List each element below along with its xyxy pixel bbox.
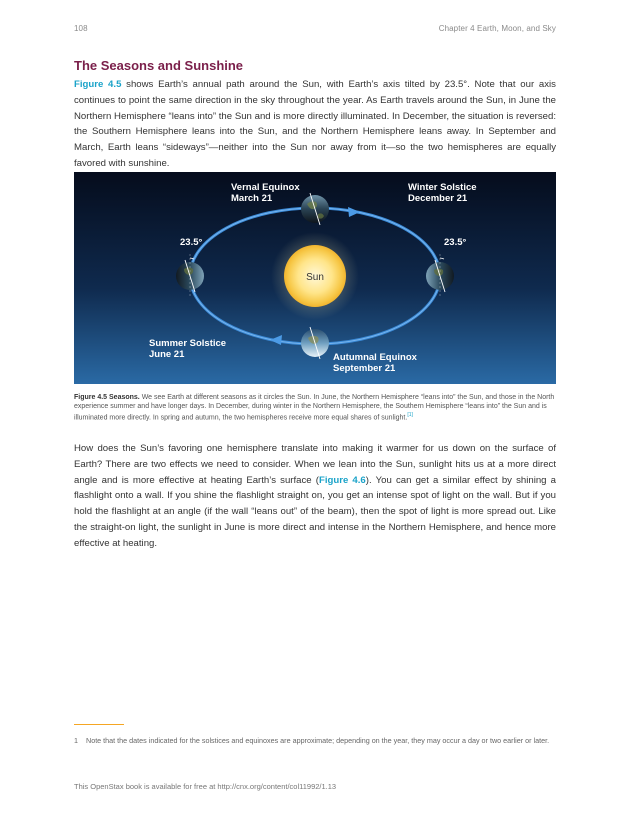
page-number: 108 [74, 24, 88, 33]
summer-solstice-date: June 21 [149, 349, 185, 360]
paragraph-effects-text-before: How does the Sun’s favoring one hemisphere translate into making it warmer for us down on the surface of Earth? There are two effects we need to consider. When we lean into the Sun, sunlight hits us at a more direct angle and is more effective at heating Earth’s surface ( [74, 443, 556, 486]
footnote [74, 735, 556, 746]
autumnal-equinox-label: Autumnal Equinox [333, 352, 417, 363]
section-title: The Seasons and Sunshine [74, 58, 244, 73]
vernal-equinox-date: March 21 [231, 193, 273, 204]
paragraph-intro-text: shows Earth’s annual path around the Sun, with Earth’s axis tilted by 23.5°. Note that our axis continues to point the same direction in the sky throughout the year. As Earth travels around the Sun, in June the Northern Hemisphere “leans into” the Sun and is more directly illuminated. In December, the situation is reversed: the Southern Hemisphere leans into the Sun, and the Northern Hemisphere leans away. In September and March, Earth leans “sideways”—neither into the Sun nor away from it—so the two hemispheres are equally favored with sunshine. [74, 79, 556, 169]
vernal-equinox-label: Vernal Equinox [231, 182, 300, 193]
tilt-label-right: 23.5° [444, 237, 467, 248]
paragraph-effects-text-after: ). You can get a similar effect by shining a flashlight onto a wall. If you shine the flashlight straight on, you get an intense spot of light on the wall. But if you hold the flashlight at an angle (if the wall “leans out” of the beam), then the spot of light is more spread out. Like the straight-on light, the sunlight in June is more direct and intense in the Northern Hemisphere, and hence more effective at heating. [74, 474, 556, 549]
figure-caption [74, 393, 556, 422]
figure-4-6-link[interactable]: Figure 4.6 [318, 474, 366, 486]
paragraph-effects [74, 441, 556, 552]
seasons-figure [74, 172, 556, 384]
page-footer: This OpenStax book is available for free at http://cnx.org/content/col11992/1.13 [74, 782, 337, 791]
paragraph-intro [74, 77, 556, 172]
autumnal-equinox-date: September 21 [333, 363, 396, 374]
footnote-text: Note that the dates indicated for the solstices and equinoxes are approximate; depending on the year, they may occur a day or two earlier or later. [86, 736, 550, 745]
tilt-label-left: 23.5° [180, 237, 203, 248]
winter-solstice-date: December 21 [408, 193, 468, 204]
caption-label: Figure 4.5 Seasons. [74, 394, 140, 401]
winter-solstice-label: Winter Solstice [408, 182, 477, 193]
caption-text: We see Earth at different seasons as it circles the Sun. In June, the Northern Hemisphere “leans into” the Sun, and those in the North experience summer and have longer days. In December, during winter in the Northern Hemisphere, the Southern Hemisphere “leans into” the Sun and is illuminated more directly. In spring and autumn, the two hemispheres receive more equal shares of sunlight. [74, 394, 555, 422]
summer-solstice-label: Summer Solstice [149, 338, 227, 349]
footnote-rule [74, 724, 124, 725]
footnote-marker[interactable]: [1] [407, 412, 413, 418]
footnote-number: 1 [74, 736, 78, 745]
chapter-header: Chapter 4 Earth, Moon, and Sky [438, 24, 556, 33]
sun-label: Sun [306, 272, 324, 283]
figure-4-5-link[interactable]: Figure 4.5 [74, 79, 122, 90]
